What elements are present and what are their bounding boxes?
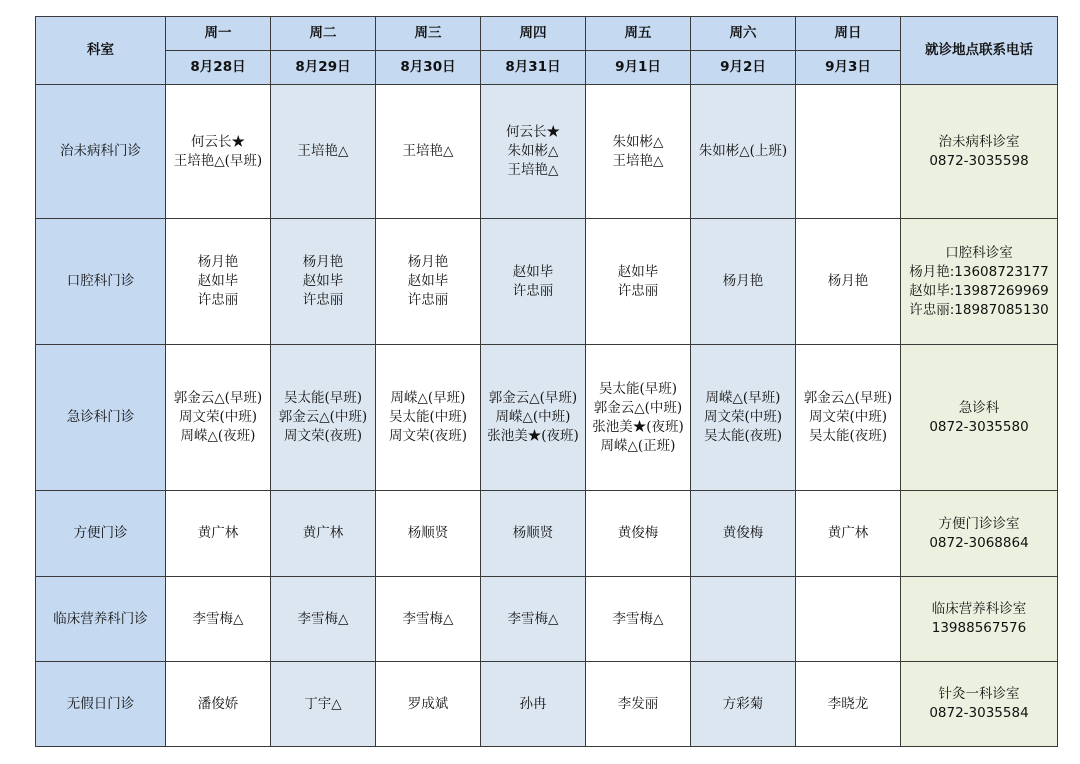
staff-entry: 张池美★(夜班): [487, 428, 579, 444]
schedule-cell: [271, 85, 376, 219]
header-row-weekdays: [36, 17, 1058, 51]
staff-entry: 方彩菊: [722, 695, 764, 712]
weekday-header: 周五: [586, 17, 691, 51]
staff-entry: 许忠丽: [512, 282, 554, 299]
schedule-cell: [481, 345, 586, 491]
staff-entry: 李雪梅△: [507, 610, 559, 627]
staff-entry: 王培艳△: [402, 143, 454, 159]
staff-entry: 周文荣(夜班): [283, 428, 363, 444]
schedule-cell: [586, 345, 691, 491]
staff-entry: 孙冉: [519, 695, 547, 712]
contact-header: 就诊地点联系电话: [901, 17, 1058, 85]
staff-entry: 李雪梅△: [402, 610, 454, 627]
staff-entry: 赵如毕: [407, 273, 449, 289]
staff-entry: 周文荣(中班): [703, 409, 783, 425]
contact-line: 急诊科: [958, 399, 1000, 416]
staff-entry: 王培艳△: [507, 162, 559, 178]
contact-line: 针灸一科诊室: [938, 686, 1020, 702]
schedule-cell: [376, 85, 481, 219]
schedule-cell: [271, 219, 376, 345]
staff-entry: 周嵘△(早班): [390, 390, 466, 406]
contact-line: 方便门诊诊室: [938, 515, 1020, 532]
date-header: 9月1日: [586, 51, 691, 85]
staff-entry: 赵如毕: [512, 263, 554, 280]
staff-entry: 周文荣(中班): [178, 409, 258, 425]
staff-entry: 李晓龙: [827, 695, 869, 712]
staff-entry: 李雪梅△: [297, 610, 349, 627]
schedule-cell: [796, 345, 901, 491]
schedule-cell: [271, 577, 376, 662]
date-header: 8月31日: [481, 51, 586, 85]
staff-entry: 许忠丽: [617, 282, 659, 299]
dept-name-cell: 临床营养科门诊: [36, 577, 166, 662]
staff-entry: 张池美★(夜班): [592, 418, 684, 435]
weekday-header: 周六: [691, 17, 796, 51]
staff-entry: 吴太能(夜班): [703, 428, 783, 444]
schedule-cell: [481, 577, 586, 662]
staff-entry: 周嵘△(正班): [600, 437, 676, 454]
schedule-cell: [796, 577, 901, 662]
staff-entry: 黄广林: [302, 525, 344, 541]
contact-cell: [901, 345, 1058, 491]
staff-entry: 杨月艳: [407, 254, 449, 270]
contact-cell: [901, 219, 1058, 345]
schedule-cell: [586, 219, 691, 345]
staff-entry: 朱如彬△: [612, 133, 664, 150]
contact-line: 0872-3068864: [929, 534, 1029, 551]
staff-entry: 黄广林: [827, 525, 869, 541]
schedule-cell: [481, 662, 586, 747]
staff-entry: 朱如彬△(上班): [698, 143, 788, 159]
staff-entry: 郭金云△(中班): [593, 399, 683, 416]
dept-name-cell: 治未病科门诊: [36, 85, 166, 219]
staff-entry: 王培艳△: [297, 143, 349, 159]
staff-entry: 李雪梅△: [192, 610, 244, 627]
schedule-cell: [691, 491, 796, 577]
weekday-header: 周一: [166, 17, 271, 51]
table-row: [36, 219, 1058, 345]
schedule-cell: [166, 345, 271, 491]
staff-entry: 周文荣(中班): [808, 409, 888, 425]
schedule-cell: [481, 219, 586, 345]
schedule-cell: [166, 577, 271, 662]
dept-name-cell: 无假日门诊: [36, 662, 166, 747]
schedule-cell: [586, 491, 691, 577]
schedule-cell: [796, 662, 901, 747]
staff-entry: 何云长★: [191, 133, 245, 150]
weekday-header: 周二: [271, 17, 376, 51]
dept-name-cell: 口腔科门诊: [36, 219, 166, 345]
table-row: [36, 345, 1058, 491]
table-row: [36, 662, 1058, 747]
contact-line: 0872-3035598: [929, 152, 1029, 169]
staff-entry: 潘俊娇: [197, 695, 239, 712]
staff-entry: 周文荣(夜班): [388, 428, 468, 444]
contact-cell: [901, 491, 1058, 577]
staff-entry: 杨顺贤: [407, 525, 449, 541]
schedule-cell: [691, 662, 796, 747]
staff-entry: 朱如彬△: [507, 143, 559, 159]
staff-entry: 赵如毕: [197, 273, 239, 289]
schedule-cell: [376, 577, 481, 662]
staff-entry: 许忠丽: [302, 292, 344, 308]
schedule-cell: [691, 577, 796, 662]
contact-line: 赵如毕:13987269969: [909, 282, 1049, 299]
schedule-cell: [166, 85, 271, 219]
contact-line: 杨月艳:13608723177: [909, 263, 1049, 280]
date-header: 8月30日: [376, 51, 481, 85]
contact-line: 13988567576: [931, 620, 1027, 636]
staff-entry: 郭金云△(早班): [173, 390, 263, 406]
contact-cell: [901, 85, 1058, 219]
staff-entry: 赵如毕: [302, 273, 344, 289]
staff-entry: 周嵘△(早班): [705, 390, 781, 406]
contact-cell: [901, 577, 1058, 662]
staff-entry: 杨顺贤: [512, 525, 554, 541]
schedule-cell: [376, 662, 481, 747]
schedule-cell: [376, 345, 481, 491]
table-row: [36, 577, 1058, 662]
date-header: 8月28日: [166, 51, 271, 85]
schedule-cell: [691, 85, 796, 219]
staff-entry: 许忠丽: [197, 292, 239, 308]
schedule-cell: [376, 219, 481, 345]
staff-entry: 黄俊梅: [722, 525, 764, 541]
staff-entry: 丁宇△: [304, 695, 342, 712]
staff-entry: 郭金云△(中班): [278, 409, 368, 425]
staff-entry: 吴太能(夜班): [808, 428, 888, 444]
staff-entry: 吴太能(早班): [283, 390, 363, 406]
staff-entry: 黄广林: [197, 525, 239, 541]
schedule-cell: [796, 85, 901, 219]
staff-entry: 罗成斌: [407, 695, 449, 712]
staff-entry: 杨月艳: [827, 273, 869, 289]
staff-entry: 王培艳△: [612, 152, 664, 169]
staff-entry: 吴太能(早班): [598, 380, 678, 397]
schedule-cell: [691, 345, 796, 491]
table-row: [36, 85, 1058, 219]
dept-name-cell: 急诊科门诊: [36, 345, 166, 491]
staff-entry: 许忠丽: [407, 292, 449, 308]
schedule-cell: [691, 219, 796, 345]
schedule-cell: [586, 577, 691, 662]
staff-entry: 杨月艳: [302, 254, 344, 270]
staff-entry: 杨月艳: [722, 273, 764, 289]
schedule-cell: [271, 662, 376, 747]
schedule-cell: [481, 85, 586, 219]
staff-entry: 吴太能(中班): [388, 409, 468, 425]
contact-cell: [901, 662, 1058, 747]
staff-entry: 李发丽: [617, 695, 659, 712]
contact-line: 0872-3035584: [929, 705, 1029, 721]
staff-entry: 黄俊梅: [617, 525, 659, 541]
staff-entry: 郭金云△(早班): [488, 390, 578, 406]
contact-line: 许忠丽:18987085130: [909, 301, 1049, 318]
schedule-cell: [376, 491, 481, 577]
contact-line: 临床营养科诊室: [931, 601, 1027, 617]
staff-entry: 王培艳△(早班): [173, 152, 263, 169]
schedule-cell: [166, 662, 271, 747]
schedule-cell: [481, 491, 586, 577]
contact-line: 口腔科诊室: [945, 244, 1013, 261]
contact-line: 0872-3035580: [929, 418, 1029, 435]
staff-entry: 何云长★: [506, 124, 560, 140]
staff-entry: 郭金云△(早班): [803, 390, 893, 406]
date-header: 8月29日: [271, 51, 376, 85]
staff-entry: 周嵘△(中班): [495, 409, 571, 425]
schedule-cell: [586, 662, 691, 747]
dept-name-cell: 方便门诊: [36, 491, 166, 577]
schedule-cell: [271, 345, 376, 491]
weekday-header: 周四: [481, 17, 586, 51]
schedule-body: [36, 85, 1058, 747]
schedule-cell: [796, 219, 901, 345]
schedule-cell: [271, 491, 376, 577]
staff-entry: 李雪梅△: [612, 610, 664, 627]
staff-entry: 赵如毕: [617, 263, 659, 280]
schedule-table: [35, 16, 1058, 747]
dept-header: 科室: [36, 17, 166, 85]
staff-entry: 杨月艳: [197, 254, 239, 270]
schedule-cell: [166, 491, 271, 577]
date-header: 9月3日: [796, 51, 901, 85]
schedule-cell: [166, 219, 271, 345]
schedule-cell: [796, 491, 901, 577]
weekday-header: 周三: [376, 17, 481, 51]
schedule-cell: [586, 85, 691, 219]
weekday-header: 周日: [796, 17, 901, 51]
date-header: 9月2日: [691, 51, 796, 85]
contact-line: 治未病科诊室: [938, 133, 1020, 150]
table-row: [36, 491, 1058, 577]
staff-entry: 周嵘△(夜班): [180, 428, 256, 444]
